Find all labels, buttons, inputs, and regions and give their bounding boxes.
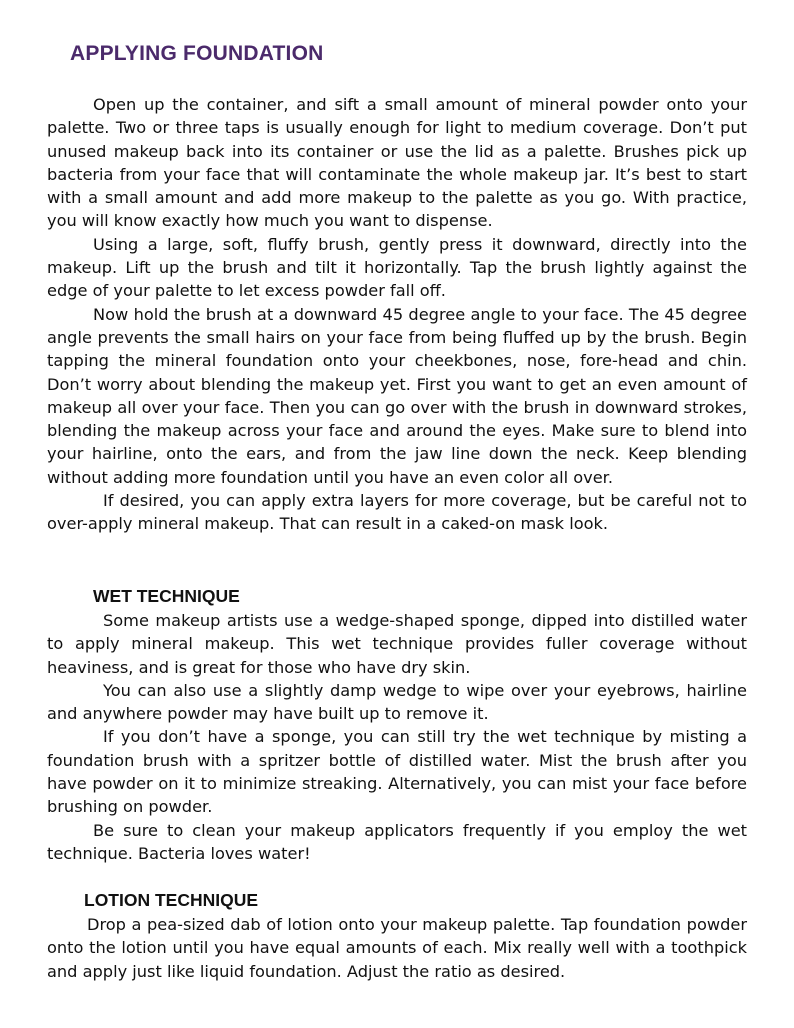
paragraph: Some makeup artists use a wedge-shaped sponge, dipped into distilled water to apply mineral makeup. This wet technique provides fuller coverage without heaviness, and is great for those who have dry skin. [47,611,747,677]
wet-technique-section [47,609,747,865]
paragraph: If you don’t have a sponge, you can still try the wet technique by misting a foundation brush with a spritzer bottle of distilled water. Mist the brush after you have powder on it to minimize streaking. Alternatively, you can mist your face before brushing on powder. [47,727,747,817]
wet-technique-heading: WET TECHNIQUE [93,586,240,606]
page-title: APPLYING FOUNDATION [70,42,324,65]
paragraph: Be sure to clean your makeup applicators frequently if you employ the wet technique. Bacteria loves water! [47,820,747,863]
paragraph: If desired, you can apply extra layers for more coverage, but be careful not to over-apply mineral makeup. That can result in a caked-on mask look. [47,491,747,534]
paragraph: You can also use a slightly damp wedge to wipe over your eyebrows, hairline and anywhere powder may have built up to remove it. [47,680,747,724]
paragraph: Drop a pea-sized dab of lotion onto your makeup palette. Tap foundation powder onto the lotion until you have equal amounts of each. Mix really well with a toothpick and apply just like liquid foundation. Adjust the ratio as desired. [47,915,747,981]
lotion-technique-heading: LOTION TECHNIQUE [84,890,259,910]
foundation-section [47,93,747,536]
lotion-technique-section [47,913,747,983]
paragraph: Using a large, soft, fluffy brush, gently press it downward, directly into the makeup. Lift up the brush and tilt it horizontally. Tap the brush lightly against the edge of your palette to let excess powder fall off. [47,234,747,301]
paragraph: Open up the container, and sift a small amount of mineral powder onto your palette. Two or three taps is usually enough for light to medium coverage. Don’t put unused makeup back into its container or use the lid as a palette. Brushes pick up bacteria from your face that will contaminate the whole makeup jar. It’s best to start with a small amount and add more makeup to the palette as you go. With practice, you will know exactly how much you want to dispense. [47,95,747,231]
paragraph: Now hold the brush at a downward 45 degree angle to your face. The 45 degree angle prevents the small hairs on your face from being fluffed up by the brush. Begin tapping the mineral foundation onto your cheekbones, nose, fore-head and chin. Don’t worry about blending the makeup yet. First you want to get an even amount of makeup all over your face. Then you can go over with the brush in downward strokes, blending the makeup across your face and around the eyes. Make sure to blend into your hairline, onto the ears, and from the jaw line down the neck. Keep blending without adding more foundation until you have an even color all over. [47,304,747,487]
